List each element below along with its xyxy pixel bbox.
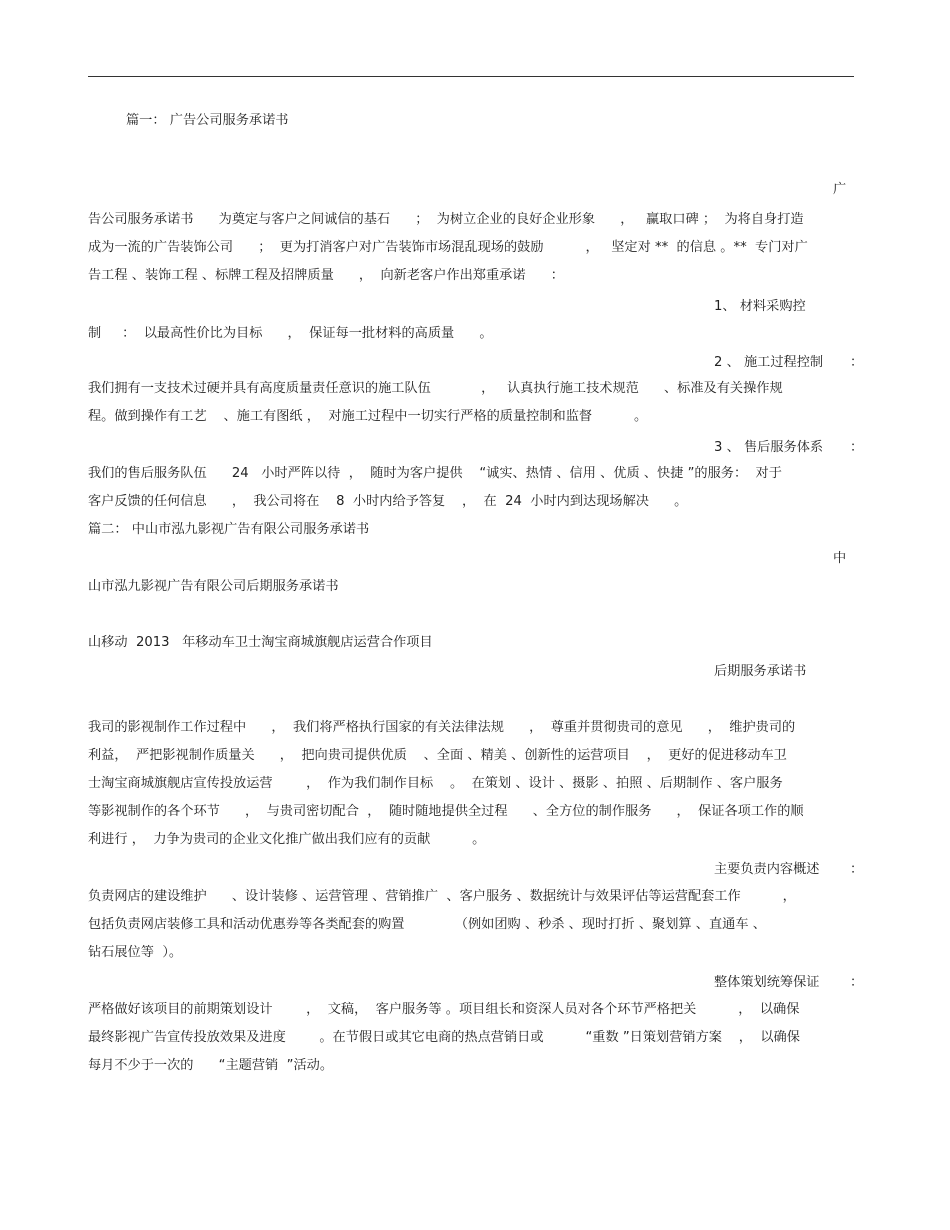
item1-heading: 1、 材料采购控 (714, 299, 806, 314)
section2-subtitle: 后期服务承诺书 (714, 664, 807, 679)
section2-title: 篇二： 中山市泓九影视广告有限公司服务承诺书 (88, 522, 370, 537)
item2-colon: ： (850, 355, 864, 370)
intro-line-0: 我司的影视制作工作过程中 ， 我们将严格执行国家的有关法律法规 ， 尊重并贯彻贵司的意见 ， 维护贵司的 (88, 720, 796, 735)
item1-body: 制 ： 以最高性价比为目标 ， 保证每一批材料的高质量 。 (88, 326, 493, 341)
plan-body-line-1: 最终影视广告宣传投放效果及进度 。在节假日或其它电商的热点营销日或 “重数 ”日策划营销方案 ， 以确保 (88, 1030, 800, 1045)
section2-heading-a: 中 (833, 551, 847, 566)
section1-title: 篇一： 广告公司服务承诺书 (126, 113, 289, 128)
item3-body-line-1: 客户反馈的任何信息 ， 我公司将在 8 小时内给予答复 ， 在 24 小时内到达现场解决 。 (88, 494, 688, 509)
section1-para1-line-3: 告工程 、装饰工程 、标牌工程及招牌质量 ， 向新老客户作出郑重承诺 ： (88, 268, 564, 283)
duty-body-line-0: 负责网店的建设维护 、设计装修 、运营管理 、营销推广 、客户服务 、数据统计与效果评估等运营配套工作 ， (88, 889, 796, 904)
plan-body-line-0: 严格做好该项目的前期策划设计 ， 文稿， 客户服务等 。项目组长和资深人员对各个环节严格把关 ， 以确保 (88, 1002, 800, 1017)
header-rule (88, 76, 854, 77)
plan-body-line-2: 每月不少于一次的 “主题营销 ”活动。 (88, 1058, 334, 1073)
intro-line-3: 等影视制作的各个环节 ， 与贵司密切配合 ， 随时随地提供全过程 、全方位的制作服务 ， 保证各项工作的顺 (88, 804, 804, 819)
section1-para1-line-2: 成为一流的广告装饰公司 ； 更为打消客户对广告装饰市场混乱现场的鼓励 ， 坚定对 ** 的信息 。** 专门对广 (88, 240, 808, 255)
section2-heading-b: 山市泓九影视广告有限公司后期服务承诺书 (88, 579, 339, 594)
duty-body-line-1: 包括负责网店装修工具和活动优惠券等各类配套的购置 （例如团购 、秒杀 、现时打折 、聚划算 、直通车 、 (88, 917, 766, 932)
item2-body-line-1: 程。做到操作有工艺 、施工有图纸 ， 对施工过程中一切实行严格的质量控制和监督 。 (88, 409, 648, 424)
section1-para1-line-0: 广 (833, 182, 847, 197)
duty-body-line-2: 钻石展位等 ）。 (88, 945, 183, 960)
section1-para1-line-1: 告公司服务承诺书 为奠定与客户之间诚信的基石 ； 为树立企业的良好企业形象 ， 赢取口碑 ； 为将自身打造 (88, 212, 804, 227)
item3-colon: ： (850, 440, 864, 455)
item2-heading: 2 、 施工过程控制 (714, 355, 824, 370)
plan-heading: 整体策划统筹保证 (714, 975, 820, 990)
intro-line-1: 利益， 严把影视制作质量关 ， 把向贵司提供优质 、全面 、精美 、创新性的运营项目 ， 更好的促进移动车卫 (88, 748, 787, 763)
section2-project: 山移动 2013 年移动车卫士淘宝商城旗舰店运营合作项目 (88, 635, 433, 650)
plan-colon: ： (850, 975, 864, 990)
intro-line-2: 士淘宝商城旗舰店宣传投放运营 ， 作为我们制作目标 。 在策划 、设计 、摄影 、拍照 、后期制作 、客户服务 (88, 776, 783, 791)
duty-heading: 主要负责内容概述 (714, 862, 820, 877)
intro-line-4: 利进行 ， 力争为贵司的企业文化推广做出我们应有的贡献 。 (88, 832, 486, 847)
item3-body-line-0: 我们的售后服务队伍 24 小时严阵以待 ， 随时为客户提供 “诚实、热情 、信用 、优质 、快捷 ”的服务： 对于 (88, 466, 782, 481)
item3-heading: 3 、 售后服务体系 (714, 440, 824, 455)
item2-body-line-0: 我们拥有一支技术过硬并具有高度质量责任意识的施工队伍 ， 认真执行施工技术规范 、标准及有关操作规 (88, 381, 783, 396)
duty-colon: ： (850, 862, 864, 877)
